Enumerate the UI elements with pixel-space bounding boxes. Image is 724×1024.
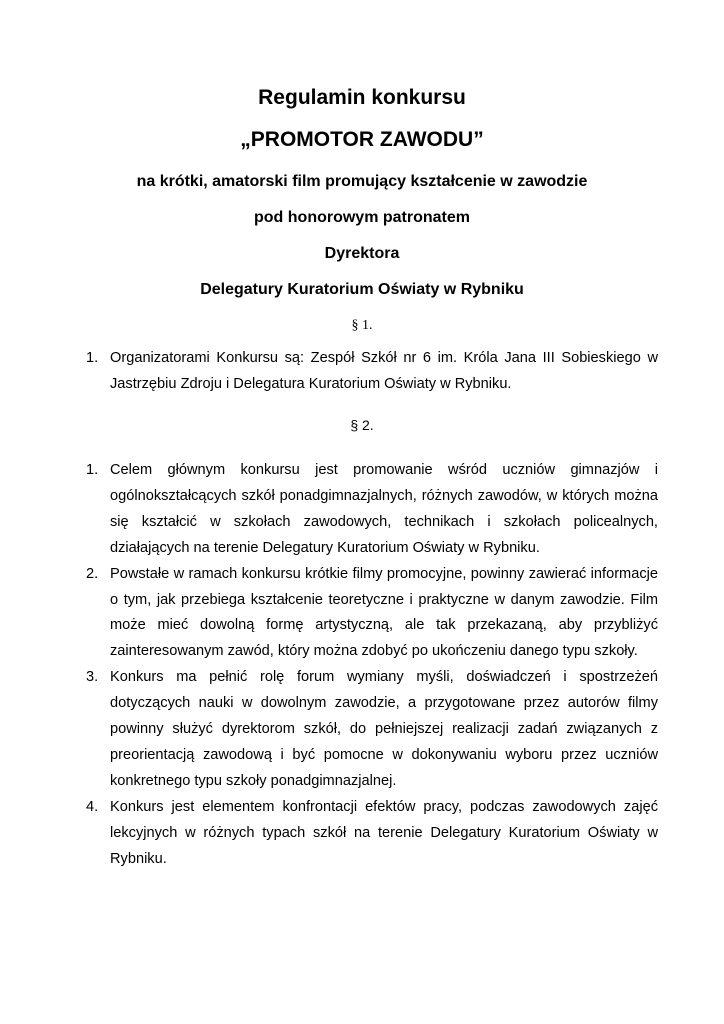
subtitle-line-1: na krótki, amatorski film promujący kształcenie w zawodzie [136,173,588,190]
section-2-list [86,458,658,873]
subtitle-line-3: Dyrektora [324,245,400,262]
list-item [86,562,658,666]
list-item-number: 1. [86,462,99,478]
contest-name: „PROMOTOR ZAWODU” [240,128,484,151]
section-heading-2: § 2. [350,417,374,433]
list-item-text: Konkurs jest elementem konfrontacji efektów pracy, podczas zawodowych zajęć lekcyjnych w różnych typach szkół na terenie Delegatury Kuratorium Oświaty w Rybniku. [110,798,658,867]
document-title: Regulamin konkursu [258,86,466,109]
subtitle-line-4: Delegatury Kuratorium Oświaty w Rybniku [200,281,524,298]
subtitle-line-2: pod honorowym patronatem [254,209,470,226]
list-item-number: 3. [86,669,99,686]
list-item [86,346,658,398]
list-item-text: Celem głównym konkursu jest promowanie wśród uczniów gimnazjów i ogólnokształcących szkół ponadgimnazjalnych, różnych zawodów, w których można się kształcić w szkołach zawodowych, technikach i szkołach policealnych, działających na terenie Delegatury Kuratorium Oświaty w Rybniku. [110,462,658,556]
list-item-text: Powstałe w ramach konkursu krótkie filmy promocyjne, powinny zawierać informacje o tym, jak przebiega kształcenie teoretyczne i praktyczne w danym zawodzie. Film może mieć dowolną formę artystyczną, ale tak przekazaną, aby przybliżyć zainteresowanym zawód, który można zdobyć po ukończeniu danego typu szkoły. [110,565,658,660]
section-1-list [86,346,658,398]
list-item-number: 2. [86,565,99,582]
list-item-text: Konkurs ma pełnić rolę forum wymiany myśli, doświadczeń i spostrzeżeń dotyczących nauki w dowolnym zawodzie, a przygotowane przez autorów filmy powinny służyć dyrektorom szkół, do pełniejszej realizacji zadań związanych z preorientacją zawodową i być pomocne w dokonywaniu wyboru przez uczniów konkretnego typu szkoły ponadgimnazjalnej. [110,669,658,789]
list-item-number: 1. [86,350,99,366]
list-item-number: 4. [86,798,99,815]
list-item [86,795,658,873]
section-heading-1: § 1. [351,318,373,333]
list-item [86,665,658,795]
list-item-text: Organizatorami Konkursu są: Zespół Szkół nr 6 im. Króla Jana III Sobieskiego w Jastrzębiu Zdroju i Delegatura Kuratorium Oświaty w Rybniku. [110,350,658,392]
list-item [86,458,658,562]
